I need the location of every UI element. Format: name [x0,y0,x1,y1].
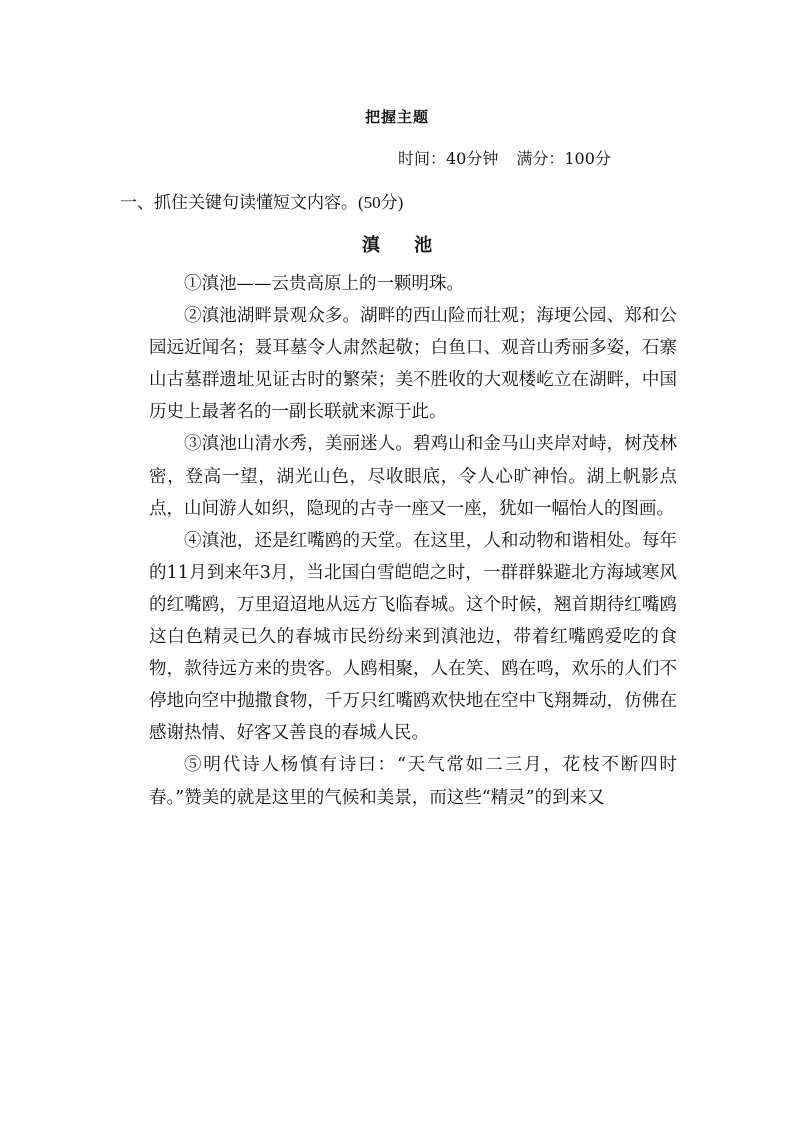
paragraph-3: ③滇池山清水秀，美丽迷人。碧鸡山和金马山夹岸对峙，树茂林密，登高一望，湖光山色，尽收眼底，令人心旷神怡。湖上帆影点点，山间游人如织，隐现的古寺一座又一座，犹如一幅怡人的图画。 [149,434,677,519]
document-title: 把握主题 [364,108,429,126]
section-heading [120,188,403,213]
section-heading-text: 一、抓住关键句读懂短文内容。 [120,193,358,213]
paragraph-4: ④滇池，还是红嘴鸥的天堂。在这里，人和动物和谐相处。每年的11月到来年3月，当北国白雪皑皑之时，一群群躲避北方海域寒风的红嘴鸥，万里迢迢地从远方飞临春城。这个时候，翘首期待红嘴鸥这白色精灵已久的春城市民纷纷来到滇池边，带着红嘴鸥爱吃的食物，款待远方来的贵客。人鸥相聚，人在笑、鸥在鸣，欢乐的人们不停地向空中抛撒食物，千万只红嘴鸥欢快地在空中飞翔舞动，仿佛在感谢热情、好客又善良的春城人民。 [149,530,677,744]
exam-meta [398,146,611,169]
article-title: 滇 池 [361,235,447,256]
article-body [149,268,677,814]
paragraph-1: ①滇池——云贵高原上的一颗明珠。 [184,274,464,294]
total-score: 满分：100分 [516,149,611,168]
paragraph-2: ②滇池湖畔景观众多。湖畔的西山险而壮观；海埂公园、郑和公园远近闻名；聂耳墓令人肃然起敬；白鱼口、观音山秀丽多姿，石寨山古墓群遗址见证古时的繁荣；美不胜收的大观楼屹立在湖畔，中国历史上最著名的一副长联就来源于此。 [149,306,677,423]
time-limit: 时间：40分钟 [398,149,499,168]
paragraph-5: ⑤明代诗人杨慎有诗曰：“天气常如二三月，花枝不断四时春。”赞美的就是这里的气候和美景，而这些“精灵”的到来又 [149,755,677,808]
section-score: (50分) [358,193,404,212]
